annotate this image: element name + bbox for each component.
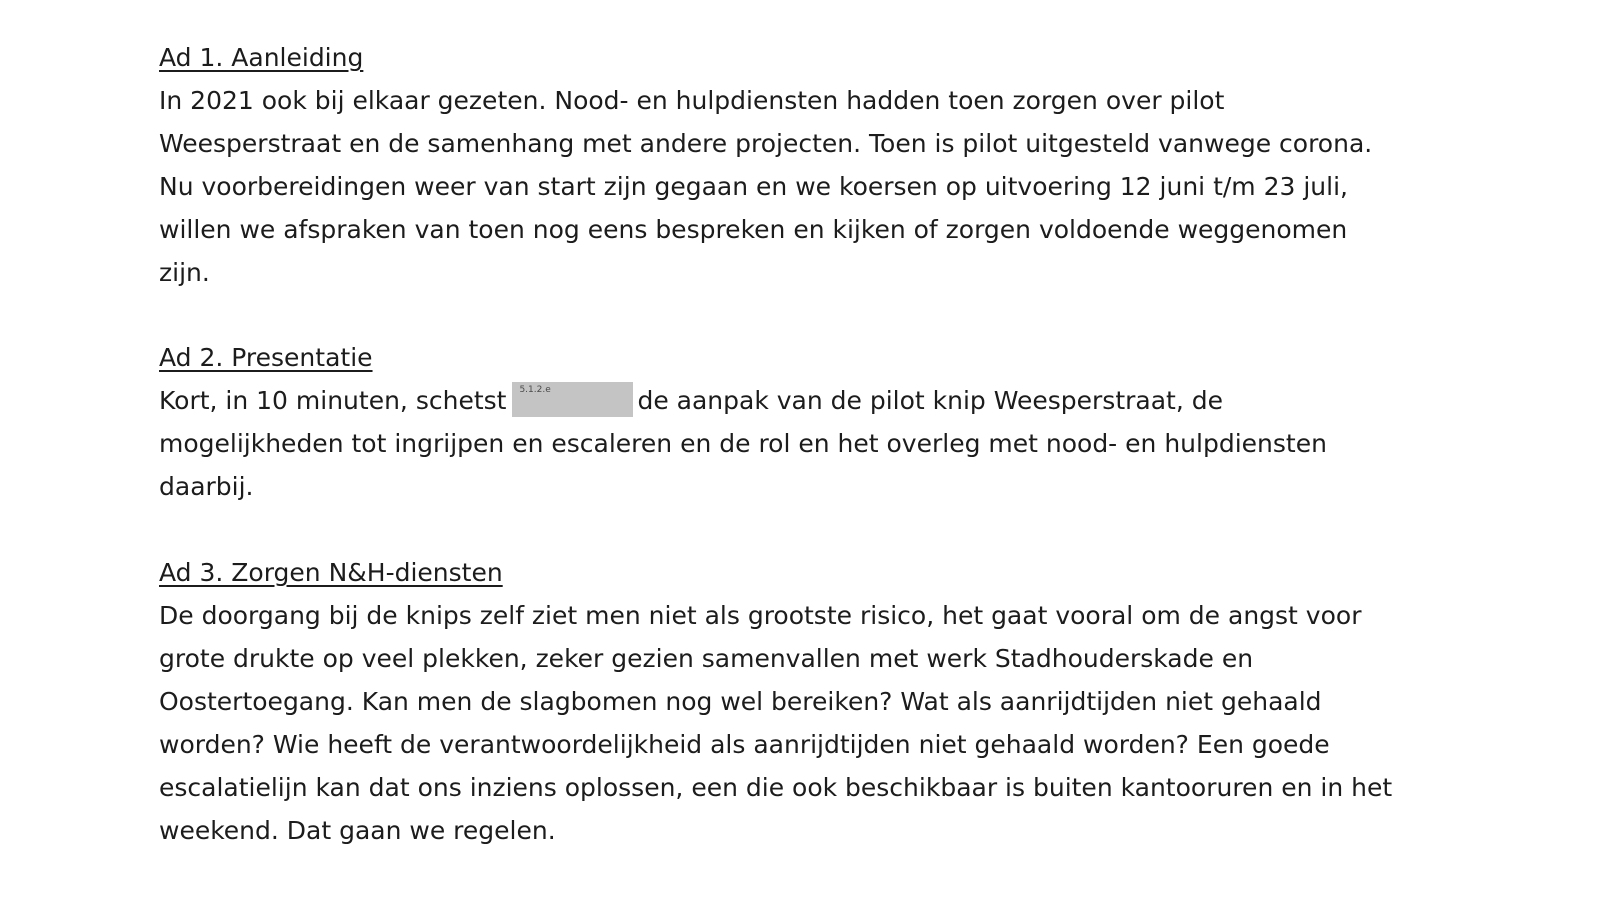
redaction-code: 5.1.2.e — [519, 384, 551, 395]
paragraph-line: Weesperstraat en de samenhang met andere projecten. Toen is pilot uitgesteld vanwege corona. — [159, 129, 1373, 158]
section-heading: Ad 2. Presentatie — [159, 343, 373, 372]
paragraph-line: Oostertoegang. Kan men de slagbomen nog wel bereiken? Wat als aanrijdtijden niet gehaald — [159, 687, 1322, 716]
paragraph-line: worden? Wie heeft de verantwoordelijkheid als aanrijdtijden niet gehaald worden? Een goede — [159, 730, 1330, 759]
paragraph-line: zijn. — [159, 258, 210, 287]
paragraph-line: In 2021 ook bij elkaar gezeten. Nood- en hulpdiensten hadden toen zorgen over pilot — [159, 86, 1225, 115]
paragraph-line: willen we afspraken van toen nog eens bespreken en kijken of zorgen voldoende weggenomen — [159, 215, 1348, 244]
paragraph-line: Nu voorbereidingen weer van start zijn gegaan en we koersen op uitvoering 12 juni t/m 23 juli, — [159, 172, 1348, 201]
section-heading: Ad 1. Aanleiding — [159, 43, 364, 72]
line-text-before-redaction: Kort, in 10 minuten, schetst — [159, 386, 507, 415]
section-heading: Ad 3. Zorgen N&H-diensten — [159, 558, 503, 587]
line-text-after-redaction: de aanpak van de pilot knip Weesperstraat, de — [637, 386, 1223, 415]
paragraph-line: grote drukte op veel plekken, zeker gezien samenvallen met werk Stadhouderskade en — [159, 644, 1254, 673]
section-zorgen — [159, 551, 1459, 852]
redaction-box — [512, 382, 633, 417]
paragraph-line: weekend. Dat gaan we regelen. — [159, 816, 556, 845]
paragraph-line: escalatielijn kan dat ons inziens oplossen, een die ook beschikbaar is buiten kantooruren en in het — [159, 773, 1393, 802]
section-aanleiding — [159, 36, 1459, 294]
paragraph-line: De doorgang bij de knips zelf ziet men niet als grootste risico, het gaat vooral om de angst voor — [159, 601, 1362, 630]
paragraph-line — [159, 379, 1459, 422]
section-presentatie — [159, 336, 1459, 508]
paragraph-line: daarbij. — [159, 472, 254, 501]
paragraph-line: mogelijkheden tot ingrijpen en escaleren en de rol en het overleg met nood- en hulpdiensten — [159, 429, 1327, 458]
